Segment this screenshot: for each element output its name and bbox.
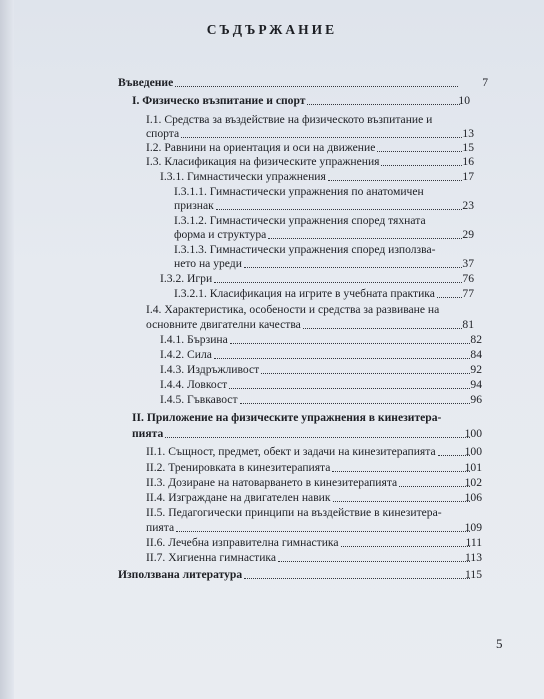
page-number: 5: [496, 636, 503, 651]
toc-page-number: 102: [464, 476, 482, 489]
toc-page-number: 92: [470, 363, 482, 376]
toc-entry-2-3[interactable]: II.3. Дозиране на натоварването в кинезитерапията: [146, 476, 470, 490]
toc-entry-bibliography[interactable]: Използвана литература: [118, 568, 470, 582]
toc-entry-2-4[interactable]: II.4. Изграждане на двигателен навик: [146, 491, 470, 505]
toc-page-number: 115: [465, 568, 482, 581]
toc-entry-chapter-1[interactable]: I. Физическо възпитание и спорт: [132, 94, 460, 108]
toc-entry-chapter-2-line1[interactable]: II. Приложение на физическите упражнения в кинезитера-: [132, 411, 442, 424]
toc-page-number: 96: [470, 393, 482, 406]
toc-entry-chapter-2-line2[interactable]: пията: [132, 427, 470, 441]
toc-entry-1-3-2[interactable]: I.3.2. Игри: [160, 272, 462, 286]
toc-page-number: 7: [482, 76, 488, 89]
toc-entry-2-6[interactable]: II.6. Лечебна изправителна гимнастика: [146, 536, 470, 550]
toc-entry-1-2[interactable]: I.2. Равнини на ориентация и оси на движение: [146, 141, 462, 155]
toc-page-number: 81: [462, 318, 474, 331]
toc-entry-introduction[interactable]: Въведение: [118, 76, 458, 90]
toc-entry-1-4-4[interactable]: I.4.4. Ловкост: [160, 378, 470, 392]
toc-entry-1-3-1-3-line2[interactable]: нето на уреди: [174, 257, 462, 271]
toc-page-number: 100: [464, 427, 482, 440]
toc-page-number: 13: [462, 127, 474, 140]
toc-entry-2-1[interactable]: II.1. Същност, предмет, обект и задачи на кинезитерапията: [146, 445, 470, 459]
toc-page-number: 101: [464, 461, 482, 474]
toc-page-number: 15: [462, 141, 474, 154]
toc-entry-1-4-5[interactable]: I.4.5. Гъвкавост: [160, 393, 470, 407]
toc-page-number: 111: [465, 536, 482, 549]
toc-entry-1-3[interactable]: I.3. Класификация на физическите упражнения: [146, 155, 462, 169]
toc-page-number: 100: [464, 445, 482, 458]
toc-page-number: 23: [462, 199, 474, 212]
toc-entry-1-3-2-1[interactable]: I.3.2.1. Класификация на игрите в учебната практика: [174, 287, 462, 301]
toc-page-number: 37: [462, 257, 474, 270]
toc-page-number: 113: [465, 551, 482, 564]
toc-page-number: 94: [470, 378, 482, 391]
toc-entry-2-5-line1[interactable]: II.5. Педагогически принципи на въздействие в кинезитера-: [146, 506, 442, 519]
toc-page-number: 84: [470, 348, 482, 361]
toc-page-number: 10: [458, 94, 470, 107]
toc-entry-2-2[interactable]: II.2. Тренировката в кинезитерапията: [146, 461, 470, 475]
toc-entry-1-3-1-2-line1[interactable]: I.3.1.2. Гимнастически упражнения според тяхната: [174, 214, 426, 227]
toc-page-number: 16: [462, 155, 474, 168]
toc-page-number: 106: [464, 491, 482, 504]
toc-entry-1-1-line1[interactable]: I.1. Средства за въздействие на физическото възпитание и: [146, 113, 433, 126]
toc-page-number: 76: [462, 272, 474, 285]
toc-entry-2-5-line2[interactable]: пията: [146, 521, 470, 535]
toc-entry-1-4-line1[interactable]: I.4. Характеристика, особености и средства за развиване на: [146, 303, 440, 316]
toc-entry-1-4-1[interactable]: I.4.1. Бързина: [160, 333, 470, 347]
toc-entry-1-3-1[interactable]: I.3.1. Гимнастически упражнения: [160, 170, 462, 184]
toc-entry-1-3-1-3-line1[interactable]: I.3.1.3. Гимнастически упражнения според използва-: [174, 243, 436, 256]
page-title: СЪДЪРЖАНИЕ: [206, 22, 338, 37]
toc-entry-1-3-1-1-line2[interactable]: признак: [174, 199, 462, 213]
toc-page-number: 17: [462, 170, 474, 183]
toc-page-number: 82: [470, 333, 482, 346]
toc-page-number: 29: [462, 228, 474, 241]
toc-entry-1-4-line2[interactable]: основните двигателни качества: [146, 318, 462, 332]
toc-entry-1-4-2[interactable]: I.4.2. Сила: [160, 348, 470, 362]
toc-page-number: 77: [462, 287, 474, 300]
toc-entry-1-3-1-2-line2[interactable]: форма и структура: [174, 228, 462, 242]
toc-entry-1-4-3[interactable]: I.4.3. Издръжливост: [160, 363, 470, 377]
toc-page-number: 109: [464, 521, 482, 534]
toc-entry-1-3-1-1-line1[interactable]: I.3.1.1. Гимнастически упражнения по анатомичен: [174, 185, 424, 198]
toc-entry-2-7[interactable]: II.7. Хигиенна гимнастика: [146, 551, 470, 565]
toc-entry-1-1-line2[interactable]: спорта: [146, 127, 462, 141]
